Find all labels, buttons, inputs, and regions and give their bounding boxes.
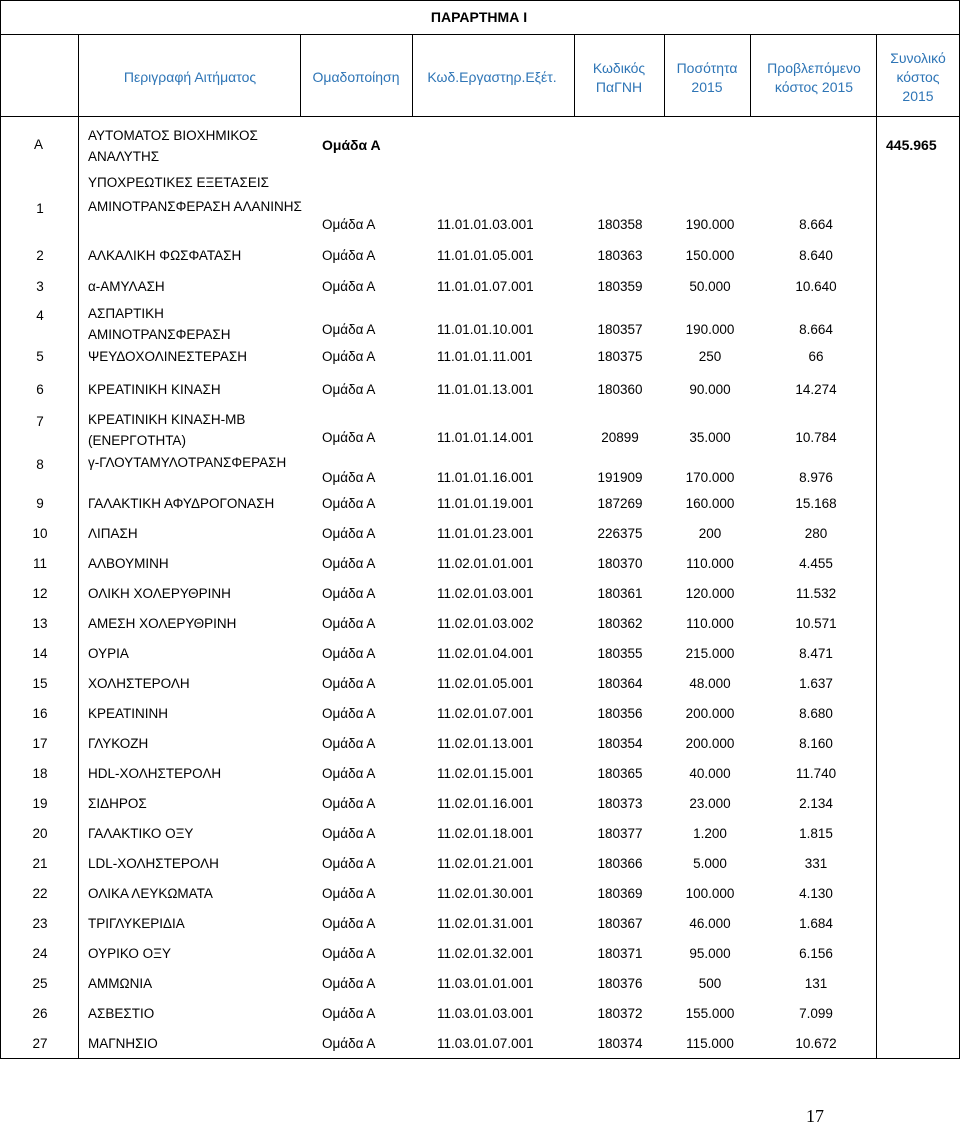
row-21-qty: 5.000 (693, 856, 727, 871)
row-25-code: 180376 (597, 976, 643, 991)
row-4-cost: 8.664 (799, 321, 833, 337)
row-10-lab: 11.01.01.23.001 (437, 526, 534, 541)
header-col-divider-7 (876, 34, 877, 116)
row-6-cost: 14.274 (795, 382, 837, 397)
row-11-lab: 11.02.01.01.001 (437, 556, 534, 571)
row-9-desc: ΓΑΛΑΚΤΙΚΗ ΑΦΥΔΡΟΓΟΝΑΣΗ (88, 495, 275, 511)
row-24-lab: 11.02.01.32.001 (437, 946, 534, 961)
row-11-group: Ομάδα Α (322, 556, 376, 571)
row-24-cost: 6.156 (799, 946, 833, 961)
header-col-divider-3 (412, 34, 413, 116)
row-14-no: 14 (32, 646, 48, 661)
row-15-no: 15 (32, 676, 48, 691)
page-number: 17 (806, 1106, 824, 1126)
header-description: Περιγραφή Αιτήματος (123, 69, 257, 85)
row-13-code: 180362 (597, 616, 643, 631)
row-24-code: 180371 (597, 946, 643, 961)
header-col-divider-5 (664, 34, 665, 116)
row-7-group: Ομάδα Α (322, 429, 376, 445)
row-24-no: 24 (32, 946, 48, 961)
row-15-lab: 11.02.01.05.001 (437, 676, 534, 691)
row-8-lab: 11.01.01.16.001 (437, 469, 534, 485)
row-26-desc: ΑΣΒΕΣΤΙΟ (88, 1006, 155, 1021)
row-26-code: 180372 (597, 1006, 643, 1021)
header-lab-code: Κωδ.Εργαστηρ.Εξέτ. (427, 69, 557, 85)
row-17-group: Ομάδα Α (322, 736, 376, 751)
row-12-cost: 11.532 (795, 586, 837, 601)
row-18-desc: HDL-ΧΟΛΗΣΤΕΡΟΛΗ (88, 766, 222, 781)
row-2-desc: ΑΛΚΑΛΙΚΗ ΦΩΣΦΑΤΑΣΗ (88, 248, 242, 263)
row-13-lab: 11.02.01.03.002 (437, 616, 534, 631)
row-5-no: 5 (36, 348, 44, 364)
row-5-group: Ομάδα Α (322, 348, 376, 364)
row-3-code: 180359 (597, 278, 643, 294)
row-14-cost: 8.471 (799, 646, 833, 661)
row-24-group: Ομάδα Α (322, 946, 376, 961)
row-16-qty: 200.000 (685, 706, 735, 721)
row-14-desc: ΟΥΡΙΑ (88, 646, 129, 661)
total-col-divider (876, 116, 877, 1058)
row-15-group: Ομάδα Α (322, 676, 376, 691)
row-9-qty: 160.000 (685, 495, 735, 511)
row-26-qty: 155.000 (685, 1006, 735, 1021)
row-12-group: Ομάδα Α (322, 586, 376, 601)
number-col-divider (78, 116, 79, 1058)
row-16-lab: 11.02.01.07.001 (437, 706, 534, 721)
row-1-qty: 190.000 (685, 217, 735, 232)
row-20-cost: 1.815 (799, 826, 833, 841)
row-27-lab: 11.03.01.07.001 (437, 1036, 534, 1051)
row-16-cost: 8.680 (799, 706, 833, 721)
row-13-qty: 110.000 (686, 616, 734, 631)
row-14-lab: 11.02.01.04.001 (437, 646, 534, 661)
header-row-border (0, 116, 960, 117)
row-7-lab: 11.01.01.14.001 (437, 429, 534, 445)
row-27-qty: 115.000 (686, 1036, 734, 1051)
row-12-no: 12 (32, 586, 48, 601)
header-col-divider-4 (574, 34, 575, 116)
row-25-no: 25 (32, 976, 48, 991)
row-6-desc: ΚΡΕΑΤΙΝΙΚΗ ΚΙΝΑΣΗ (88, 382, 221, 397)
row-25-group: Ομάδα Α (322, 976, 376, 991)
row-2-lab: 11.01.01.05.001 (437, 248, 534, 263)
row-22-desc: ΟΛΙΚΑ ΛΕΥΚΩΜΑΤΑ (88, 886, 213, 901)
row-13-group: Ομάδα Α (322, 616, 376, 631)
row-5-desc: ΨΕΥΔΟΧΟΛΙΝΕΣΤΕΡΑΣΗ (88, 348, 248, 364)
row-25-qty: 500 (698, 976, 722, 991)
row-23-desc: ΤΡΙΓΛΥΚΕΡΙΔΙΑ (88, 916, 185, 931)
header-quantity: Ποσότητα 2015 (676, 60, 738, 95)
title-row-border (0, 34, 960, 35)
row-2-cost: 8.640 (799, 248, 833, 263)
row-24-qty: 95.000 (689, 946, 731, 961)
row-8-group: Ομάδα Α (322, 469, 376, 485)
row-22-code: 180369 (597, 886, 643, 901)
row-5-code: 180375 (597, 348, 643, 364)
row-14-code: 180355 (597, 646, 643, 661)
row-10-no: 10 (32, 526, 48, 541)
row-1-cost: 8.664 (799, 217, 833, 232)
row-6-group: Ομάδα Α (322, 382, 376, 397)
row-25-cost: 131 (804, 976, 828, 991)
row-2-qty: 150.000 (685, 248, 735, 263)
row-4-qty: 190.000 (685, 321, 735, 337)
row-9-group: Ομάδα Α (322, 495, 376, 511)
row-21-group: Ομάδα Α (322, 856, 376, 871)
row-23-qty: 46.000 (689, 916, 731, 931)
row-26-lab: 11.03.01.03.001 (437, 1006, 534, 1021)
row-11-code: 180370 (597, 556, 643, 571)
header-col-divider-2 (300, 34, 301, 116)
section-title: ΑΥΤΟΜΑΤΟΣ ΒΙΟΧΗΜΙΚΟΣ ΑΝΑΛΥΤΗΣ (88, 128, 258, 164)
row-8-code: 191909 (597, 469, 643, 485)
row-5-qty: 250 (698, 348, 722, 364)
row-9-lab: 11.01.01.19.001 (437, 495, 534, 511)
section-letter: Α (34, 137, 44, 152)
row-14-group: Ομάδα Α (322, 646, 376, 661)
row-16-desc: ΚΡΕΑΤΙΝΙΝΗ (88, 706, 169, 721)
row-6-lab: 11.01.01.13.001 (437, 382, 534, 397)
header-pagnh-code: Κωδικός ΠαΓΝΗ (592, 60, 646, 95)
row-17-code: 180354 (597, 736, 643, 751)
row-18-qty: 40.000 (689, 766, 731, 781)
row-12-qty: 120.000 (685, 586, 735, 601)
row-11-no: 11 (32, 556, 47, 571)
row-13-desc: ΑΜΕΣΗ ΧΟΛΕΡΥΘΡΙΝΗ (88, 616, 237, 631)
row-7-cost: 10.784 (795, 429, 837, 445)
row-19-no: 19 (32, 796, 48, 811)
row-4-group: Ομάδα Α (322, 321, 376, 337)
header-expected-cost: Προβλεπόμενο κόστος 2015 (767, 60, 861, 95)
row-12-desc: ΟΛΙΚΗ ΧΟΛΕΡΥΘΡΙΝΗ (88, 586, 231, 601)
row-4-code: 180357 (597, 321, 643, 337)
row-21-code: 180366 (597, 856, 643, 871)
row-19-code: 180373 (597, 796, 643, 811)
row-6-no: 6 (36, 382, 44, 397)
row-10-desc: ΛΙΠΑΣΗ (88, 526, 138, 541)
table-top-border (0, 0, 960, 1)
row-4-no: 4 (36, 308, 44, 323)
row-23-cost: 1.684 (799, 916, 833, 931)
row-16-no: 16 (32, 706, 48, 721)
row-4-desc: ΑΣΠΑΡΤΙΚΗ ΑΜΙΝΟΤΡΑΝΣΦΕΡΑΣΗ (88, 306, 231, 342)
row-18-group: Ομάδα Α (322, 766, 376, 781)
row-2-group: Ομάδα Α (322, 248, 376, 263)
row-22-cost: 4.130 (799, 886, 833, 901)
row-12-lab: 11.02.01.03.001 (437, 586, 534, 601)
row-15-desc: ΧΟΛΗΣΤΕΡΟΛΗ (88, 676, 190, 691)
row-27-no: 27 (32, 1036, 48, 1051)
row-10-cost: 280 (804, 526, 828, 541)
row-13-cost: 10.571 (795, 616, 837, 631)
row-21-cost: 331 (804, 856, 828, 871)
row-20-code: 180377 (597, 826, 643, 841)
row-21-desc: LDL-ΧΟΛΗΣΤΕΡΟΛΗ (88, 856, 219, 871)
row-9-cost: 15.168 (795, 495, 837, 511)
row-6-qty: 90.000 (689, 382, 731, 397)
row-20-no: 20 (32, 826, 48, 841)
header-col-divider-6 (750, 34, 751, 116)
row-27-cost: 10.672 (795, 1036, 837, 1051)
document-title: ΠΑΡΑΡΤΗΜΑ Ι (430, 9, 528, 25)
row-18-cost: 11.740 (795, 766, 837, 781)
row-11-qty: 110.000 (686, 556, 734, 571)
row-20-group: Ομάδα Α (322, 826, 376, 841)
row-21-lab: 11.02.01.21.001 (437, 856, 534, 871)
row-10-code: 226375 (597, 526, 643, 541)
row-9-no: 9 (36, 495, 44, 511)
row-4-lab: 11.01.01.10.001 (437, 321, 534, 337)
row-8-desc: γ-ΓΛΟΥΤΑΜΥΛΟΤΡΑΝΣΦΕΡΑΣΗ (88, 455, 287, 470)
row-26-cost: 7.099 (799, 1006, 833, 1021)
left-border (0, 0, 1, 1058)
header-col-divider-1 (78, 34, 79, 116)
row-14-qty: 215.000 (685, 646, 735, 661)
row-17-lab: 11.02.01.13.001 (437, 736, 534, 751)
table-bottom-border (0, 1058, 960, 1059)
row-24-desc: ΟΥΡΙΚΟ ΟΞΥ (88, 946, 171, 961)
row-22-group: Ομάδα Α (322, 886, 376, 901)
header-grouping: Ομαδοποίηση (312, 69, 400, 85)
row-7-no: 7 (36, 414, 44, 429)
row-25-desc: ΑΜΜΩΝΙΑ (88, 976, 153, 991)
row-11-cost: 4.455 (799, 556, 833, 571)
row-3-lab: 11.01.01.07.001 (437, 278, 534, 294)
row-22-no: 22 (32, 886, 48, 901)
row-7-qty: 35.000 (689, 429, 731, 445)
row-18-lab: 11.02.01.15.001 (437, 766, 534, 781)
row-1-group: Ομάδα Α (322, 217, 376, 232)
row-23-no: 23 (32, 916, 48, 931)
row-26-group: Ομάδα Α (322, 1006, 376, 1021)
row-18-no: 18 (32, 766, 48, 781)
row-1-desc: ΑΜΙΝΟΤΡΑΝΣΦΕΡΑΣΗ ΑΛΑΝΙΝΗΣ (88, 199, 302, 214)
row-15-cost: 1.637 (799, 676, 833, 691)
row-27-code: 180374 (597, 1036, 643, 1051)
row-15-code: 180364 (597, 676, 643, 691)
row-27-desc: ΜΑΓΝΗΣΙΟ (88, 1036, 158, 1051)
row-21-no: 21 (32, 856, 48, 871)
row-23-lab: 11.02.01.31.001 (437, 916, 534, 931)
row-7-code: 20899 (601, 429, 639, 445)
row-22-lab: 11.02.01.30.001 (437, 886, 534, 901)
row-3-qty: 50.000 (689, 278, 731, 294)
row-19-desc: ΣΙΔΗΡΟΣ (88, 796, 147, 811)
row-17-cost: 8.160 (799, 736, 833, 751)
row-1-no: 1 (36, 201, 44, 216)
row-19-cost: 2.134 (799, 796, 833, 811)
row-1-lab: 11.01.01.03.001 (437, 217, 534, 232)
row-5-lab: 11.01.01.11.001 (437, 348, 533, 364)
row-5-cost: 66 (808, 348, 824, 364)
row-3-group: Ομάδα Α (322, 278, 376, 294)
row-12-code: 180361 (597, 586, 643, 601)
row-8-qty: 170.000 (685, 469, 735, 485)
row-15-qty: 48.000 (689, 676, 731, 691)
row-3-no: 3 (36, 278, 44, 294)
row-13-no: 13 (32, 616, 48, 631)
row-22-qty: 100.000 (685, 886, 735, 901)
row-2-code: 180363 (597, 248, 643, 263)
row-11-desc: ΑΛΒΟΥΜΙΝΗ (88, 556, 169, 571)
row-7-desc: ΚΡΕΑΤΙΝΙΚΗ ΚΙΝΑΣΗ-ΜΒ (ΕΝΕΡΓΟΤΗΤΑ) (88, 412, 246, 448)
row-20-qty: 1.200 (693, 826, 727, 841)
row-1-code: 180358 (597, 217, 643, 232)
row-23-code: 180367 (597, 916, 643, 931)
row-23-group: Ομάδα Α (322, 916, 376, 931)
row-10-group: Ομάδα Α (322, 526, 376, 541)
row-18-code: 180365 (597, 766, 643, 781)
section-subtitle: ΥΠΟΧΡΕΩΤΙΚΕΣ ΕΞΕΤΑΣΕΙΣ (88, 175, 269, 190)
row-16-code: 180356 (597, 706, 643, 721)
section-group: Ομάδα Α (322, 137, 381, 153)
row-19-qty: 23.000 (689, 796, 731, 811)
row-3-desc: α-ΑΜΥΛΑΣΗ (88, 278, 165, 294)
row-27-group: Ομάδα Α (322, 1036, 376, 1051)
row-9-code: 187269 (597, 495, 643, 511)
row-16-group: Ομάδα Α (322, 706, 376, 721)
row-19-group: Ομάδα Α (322, 796, 376, 811)
row-26-no: 26 (32, 1006, 48, 1021)
section-total: 445.965 (886, 137, 937, 153)
row-2-no: 2 (36, 248, 44, 263)
row-6-code: 180360 (597, 382, 643, 397)
row-20-desc: ΓΑΛΑΚΤΙΚΟ ΟΞΥ (88, 826, 194, 841)
row-8-no: 8 (36, 457, 44, 472)
row-17-qty: 200.000 (685, 736, 735, 751)
header-total-cost: Συνολικό κόστος 2015 (890, 50, 946, 104)
row-3-cost: 10.640 (795, 278, 837, 294)
row-17-desc: ΓΛΥΚΟΖΗ (88, 736, 149, 751)
row-8-cost: 8.976 (799, 469, 833, 485)
row-19-lab: 11.02.01.16.001 (437, 796, 534, 811)
row-25-lab: 11.03.01.01.001 (437, 976, 534, 991)
row-10-qty: 200 (698, 526, 722, 541)
row-17-no: 17 (32, 736, 48, 751)
row-20-lab: 11.02.01.18.001 (437, 826, 534, 841)
